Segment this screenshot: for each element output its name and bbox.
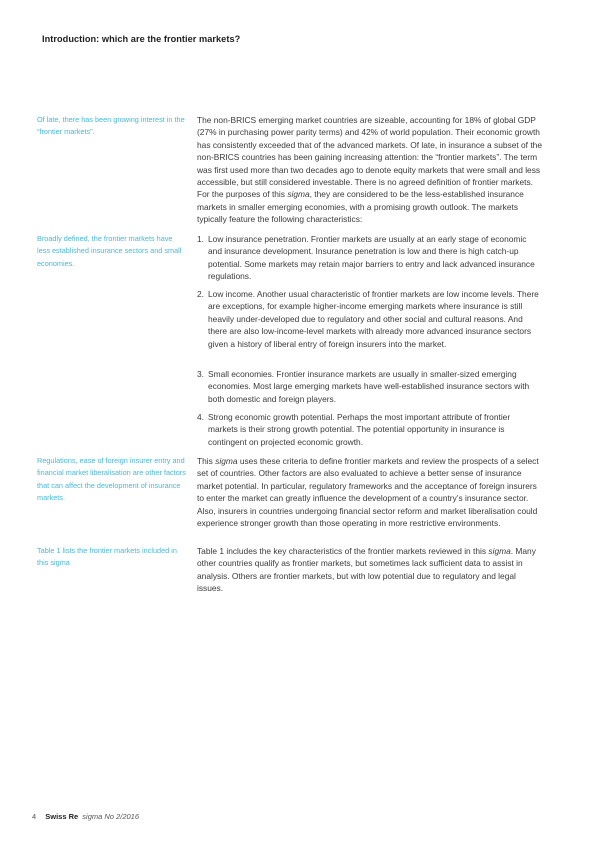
characteristics-list-2 <box>197 288 542 350</box>
page-heading: Introduction: which are the frontier markets? <box>42 34 241 44</box>
page-footer <box>32 812 139 821</box>
sidenote: Of late, there has been growing interest in the “frontier markets”. <box>37 115 185 137</box>
body-paragraph: This sigma uses these criteria to define frontier markets and review the prospects of a select set of countries. Other factors are also evaluated to achieve a better sense of insurance market potential. In particular, regulatory frameworks and the acceptance of foreign insurers to enter the market can greatly influence the development of a country’s insurance sector. Also, insurers in countries undergoing financial sector reform and market liberalisation could experience stronger growth than those operating in more restrictive environments. <box>197 456 539 529</box>
characteristics-list-3 <box>197 368 542 405</box>
characteristics-list-4 <box>197 411 542 448</box>
page-number: 4 <box>32 812 37 821</box>
brand-name: Swiss Re <box>45 812 79 821</box>
list-item: 2. Low income. Another usual characteristic of frontier markets are low income levels. There are exceptions, for example higher-income emerging markets where insurance is still heavily under-developed due to regulatory and other social and cultural reasons. And there are also low-income-level markets with already more advanced insurance sectors given a history of liberal entry of foreign insurers into the market. <box>197 289 539 349</box>
body-paragraph: The non-BRICS emerging market countries are sizeable, accounting for 18% of global GDP (27% in purchasing power parity terms) and 42% of world population. Their economic growth has consistently exceeded that of the advanced markets. Of late, in insurance a subset of the non-BRICS countries has been gaining increasing attention: the “frontier markets”. The term was first used more than two decades ago to denote equity markets that were small and less accessible, but still considered investable. There is no agreed definition of frontier markets. For the purposes of this sigma, they are considered to be the less-established insurance markets in smaller emerging economies, with a promising growth outlook. The markets typically feature the following characteristics: <box>197 115 542 225</box>
list-item: 4. Strong economic growth potential. Perhaps the most important attribute of frontier markets is their strong growth potential. The potential opportunity in insurance is contingent on projected economic growth. <box>197 412 511 447</box>
list-item: 3. Small economies. Frontier insurance markets are usually in smaller-sized emerging economies. Most large emerging markets have well-established insurance sectors with both domestic and foreign players. <box>197 369 530 404</box>
sidenote: Regulations, ease of foreign insurer entry and financial market liberalisation are other factors that can affect the development of insurance markets. <box>37 456 186 503</box>
sidenote: Table 1 lists the frontier markets included in this sigma <box>37 546 177 568</box>
body-paragraph: Table 1 includes the key characteristics of the frontier markets reviewed in this sigma. Many other countries qualify as frontier markets, but sometimes lack sufficient data to assist in analysis. Others are frontier markets, but with low potential due to regulatory and legal issues. <box>197 546 536 594</box>
publication-issue: sigma No 2/2016 <box>82 812 139 821</box>
sidenote: Broadly defined, the frontier markets have less established insurance sectors and small economies. <box>37 234 182 268</box>
list-item: 1. Low insurance penetration. Frontier markets are usually at an early stage of economic and insurance development. Insurance penetration is low and there is high catch-up potential. Some markets may retain major barriers to entry and lack advanced insurance regulations. <box>197 234 535 282</box>
characteristics-list <box>197 233 542 283</box>
